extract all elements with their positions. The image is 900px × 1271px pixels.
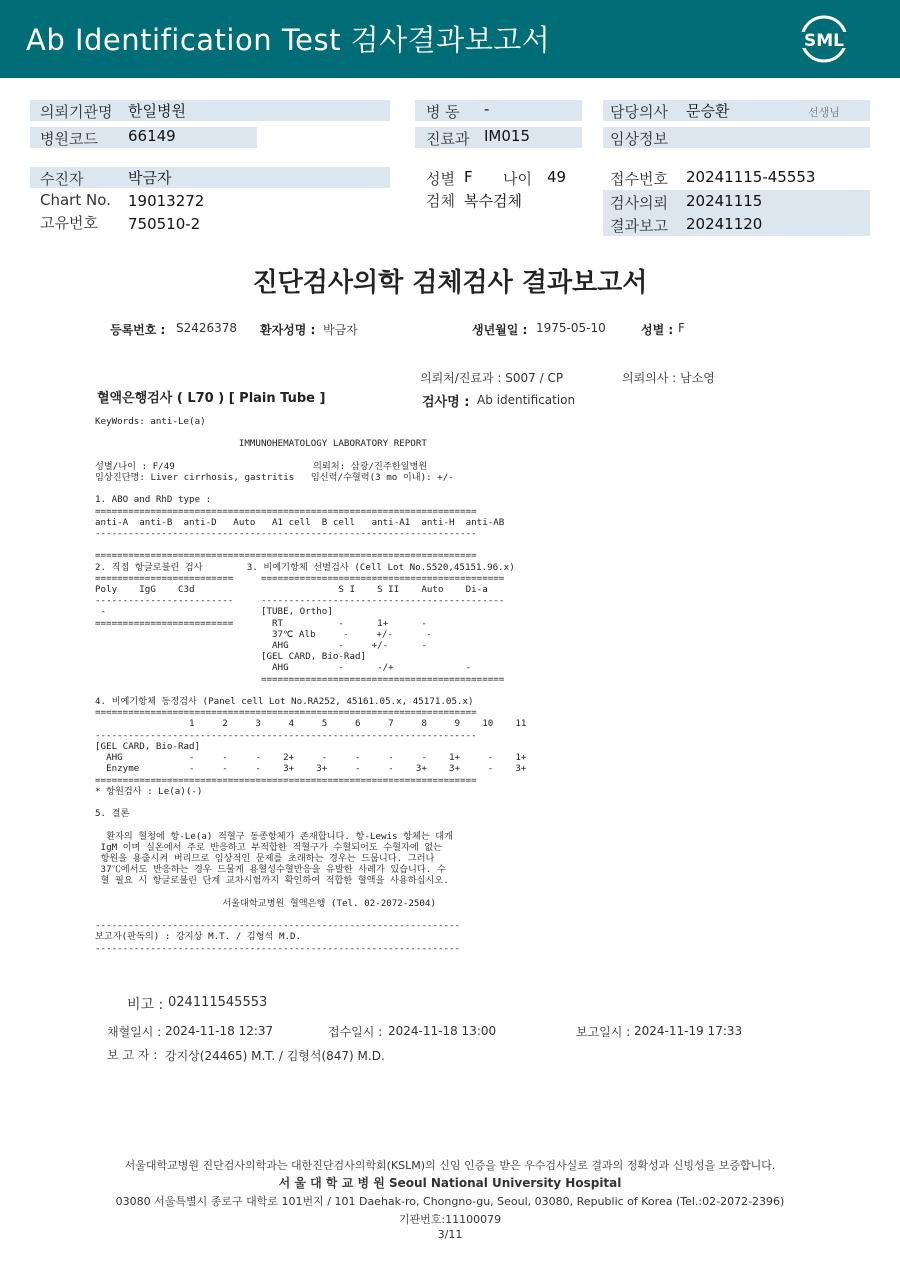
patient-label: 수진자 (40, 170, 84, 188)
sex-label-2: 성별 : (641, 323, 674, 337)
test-req-label: 검사의뢰 (610, 194, 668, 212)
ref-doctor: 의뢰의사 : 남소영 (622, 371, 715, 385)
result-value: 20241120 (686, 215, 763, 233)
specimen-label: 검체 (426, 192, 455, 210)
doctor-suffix: 선생님 (808, 106, 840, 119)
svg-text:SML: SML (804, 31, 844, 51)
age-label: 나이 (503, 170, 532, 188)
collect-label: 채혈일시 : (107, 1025, 162, 1039)
footer-address: 03080 서울특별시 종로구 대학로 101번지 / 101 Daehak-ro, Chongno-gu, Seoul, 03080, Republic of Korea (Tel.:02-2072-2396) (115, 1195, 785, 1208)
page-number: 3/11 (437, 1228, 463, 1241)
referrer: 의뢰처/진료과 : S007 / CP (420, 371, 564, 385)
dob-label: 생년월일 : (472, 323, 528, 337)
report-value: 2024-11-19 17:33 (634, 1024, 743, 1038)
test-group: 혈액은행검사 ( L70 ) [ Plain Tube ] (97, 391, 326, 406)
report-title: 진단검사의학 검체검사 결과보고서 (252, 268, 648, 298)
footer-certification: 서울대학교병원 진단검사의학과는 대한진단검사의학회(KSLM)의 신임 인증을 받은 우수검사실로 결과의 정확성과 신빙성을 보증합니다. (124, 1159, 776, 1172)
doctor-value: 문승환 (686, 102, 730, 120)
receive-label: 접수일시 : (328, 1025, 383, 1039)
reg-label: 등록번호 : (110, 323, 166, 337)
dept-label: 진료과 (426, 130, 470, 148)
dept-value: IM015 (484, 127, 530, 145)
header-title: Ab Identification Test 검사결과보고서 (26, 23, 551, 57)
test-req-value: 20241115 (686, 192, 763, 210)
note-value: 024111545553 (168, 995, 268, 1010)
lab-report-body: KeyWords: anti-Le(a) IMMUNOHEMATOLOGY LABORATORY REPORT 성별/나이 : F/49 의뢰처: 삼광/진주한일병원 임상진단명: Liver cirrhosis, gastritis 임신력/수혈력(3 mo 이내): +/- 1. ABO and RhD type : ===================================================================== anti-A anti-B anti-D Auto A1 cell B cell anti-A1 anti-H anti-AB --------------------------------------------------------------------- ===================================================================== 2. 직접 항글로불린 검사 3. 비예기항체 선별검사 (Cell Lot No.S520,45151.96.x) ========================= ============================================ Poly IgG C3d S I S II Auto Di-a ------------------------- -------------------------------------------- - [TUBE, Ortho] ========================= RT - 1+ - 37℃ Alb - +/- - AHG - +/- - [GEL CARD, Bio-Rad] AHG - -/+ - ============================================ 4. 비예기항체 동정검사 (Panel cell Lot No.RA252, 45161.05.x, 45171.05.x) ===================================================================== 1 2 3 4 5 6 7 8 9 10 11 --------------------------------------------------------------------- [GEL CARD, Bio-Rad] AHG - - - 2+ - - - - 1+ - 1+ Enzyme - - - 3+ 3+ - - 3+ 3+ - 3+ ===================================================================== * 항원검사 : Le(a)(-) 5. 결론 환자의 혈청에 항-Le(a) 적혈구 동종항체가 존재합니다. 항-Lewis 항체는 대개 IgM 이며 실온에서 주로 반응하고 부적합한 적혈구가 수혈되어도 수혈자에 없는 항원을 용출시켜 버리므로 임상적인 문제를 초래하는 경우는 드뭅니다. 그러나 37℃에서도 반응하는 경우 드물게 용혈성수혈반응을 유발한 사례가 있습니다. 수 혈 필요 시 항글로불린 단계 교차시험까지 확인하여 적합한 혈액을 사용하십시오. 서울대학교병원 혈액은행 (Tel. 02-2072-2504) ------------------------------------------------------------------ 보고자(판독의) : 강지상 M.T. / 김형석 M.D. ------------------------------------------------------------------ (95, 416, 527, 954)
uid-value: 750510-2 (128, 215, 201, 233)
receive-value: 2024-11-18 13:00 (388, 1024, 497, 1038)
hosp-code-value: 66149 (128, 127, 176, 145)
name-value: 박금자 (323, 323, 358, 337)
note-label: 비고 : (127, 997, 164, 1013)
name-label: 환자성명 : (260, 323, 316, 337)
uid-label: 고유번호 (40, 214, 98, 232)
report-label: 보고일시 : (576, 1025, 631, 1039)
report-header (0, 0, 900, 78)
req-org-label: 의뢰기관명 (40, 103, 113, 121)
doctor-label: 담당의사 (610, 103, 668, 121)
clinical-label: 임상정보 (610, 130, 668, 148)
dob-value: 1975-05-10 (536, 321, 606, 335)
patient-box (30, 167, 390, 188)
ward-label: 병 동 (426, 103, 460, 121)
reporter-label: 보 고 자 : (107, 1048, 158, 1062)
test-name-label: 검사명 : (422, 395, 470, 410)
ward-value: - (484, 100, 490, 118)
collect-value: 2024-11-18 12:37 (165, 1024, 274, 1038)
footer-org-no: 기관번호:11100079 (398, 1213, 502, 1226)
patient-value: 박금자 (128, 169, 172, 187)
reporter-value: 강지상(24465) M.T. / 김형석(847) M.D. (165, 1049, 385, 1063)
sex-label: 성별 (426, 170, 455, 188)
chart-value: 19013272 (128, 192, 205, 210)
age-value: 49 (547, 168, 567, 186)
reg-value: S2426378 (176, 321, 238, 335)
req-org-value: 한일병원 (128, 102, 186, 120)
sex-value-2: F (678, 321, 685, 335)
test-name-value: Ab identification (477, 393, 576, 407)
receipt-value: 20241115-45553 (686, 168, 816, 186)
sml-logo (796, 14, 852, 64)
sex-value: F (464, 168, 473, 186)
hosp-code-label: 병원코드 (40, 130, 98, 148)
result-label: 결과보고 (610, 217, 668, 235)
receipt-label: 접수번호 (610, 170, 668, 188)
specimen-value: 복수검체 (464, 192, 522, 210)
footer-hospital: 서 울 대 학 교 병 원 Seoul National University Hospital (278, 1176, 622, 1190)
chart-label: Chart No. (40, 191, 111, 209)
